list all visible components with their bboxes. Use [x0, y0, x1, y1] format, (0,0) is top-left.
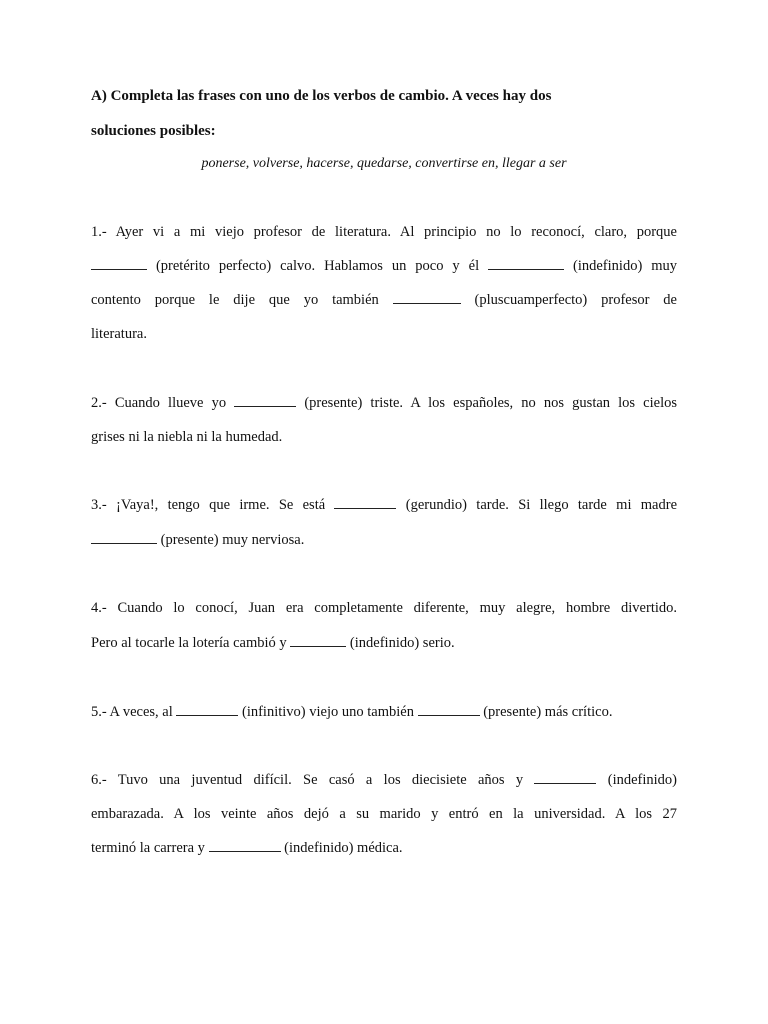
- instruction-heading-line2: soluciones posibles:: [91, 123, 216, 139]
- exercise-1-text-3: literatura.: [91, 326, 147, 342]
- exercise-6-text-2: embarazada. A los veinte años dejó a su marido y entró en la universidad. A los 27: [91, 806, 677, 822]
- exercise-1-line-3: [91, 290, 677, 310]
- exercise-3-text: 3.- ¡Vaya!, tengo que irme. Se está: [91, 497, 326, 513]
- exercise-6-blank-1[interactable]: [534, 771, 596, 784]
- exercise-4-hint-1: (indefinido) serio.: [349, 635, 455, 651]
- exercise-2-text: 2.- Cuando llueve yo: [91, 395, 227, 411]
- exercise-1-text: 1.- Ayer vi a mi viejo profesor de literatura. Al principio no lo reconocí, claro, porque: [91, 224, 677, 240]
- exercise-5-text: 5.- A veces, al: [91, 704, 173, 720]
- exercise-6-text: 6.- Tuvo una juventud difícil. Se casó a los diecisiete años y: [91, 772, 524, 788]
- exercise-4-text-2: Pero al tocarle la lotería cambió y: [91, 635, 287, 651]
- exercise-2-hint-1: (presente) triste. A los españoles, no nos gustan los cielos: [304, 395, 678, 411]
- exercise-6-line-2: [91, 804, 677, 824]
- instruction-heading-line1: A) Completa las frases con uno de los verbos de cambio. A veces hay dos: [91, 88, 552, 104]
- exercise-5-line-1: [91, 702, 677, 722]
- exercise-6-blank-2[interactable]: [209, 839, 281, 852]
- exercise-2-line-2: [91, 427, 677, 447]
- exercise-5-blank-1[interactable]: [176, 703, 238, 716]
- verb-list: ponerse, volverse, hacerse, quedarse, convertirse en, llegar a ser: [201, 156, 567, 171]
- exercise-1-line-4: [91, 324, 677, 344]
- exercise-3-hint-2: (presente) muy nerviosa.: [160, 532, 305, 548]
- exercise-2-blank-1[interactable]: [234, 394, 296, 407]
- exercise-6-line-3: [91, 838, 677, 858]
- exercise-6-hint-1: (indefinido): [607, 772, 677, 788]
- exercise-3-line-1: [91, 495, 677, 515]
- exercise-2-text-2: grises ni la niebla ni la humedad.: [91, 429, 283, 445]
- exercise-1-line-1: [91, 222, 677, 242]
- exercise-6-line-1: [91, 770, 677, 790]
- exercise-1-text-2: contento porque le dije que yo también: [91, 292, 379, 308]
- exercise-1-hint-2: (indefinido) muy: [573, 258, 678, 274]
- exercise-5-hint-1: (infinitivo) viejo uno también: [242, 704, 414, 720]
- exercise-1-hint-1: (pretérito perfecto) calvo. Hablamos un poco y él: [155, 258, 480, 274]
- exercise-6-hint-2: (indefinido) médica.: [284, 840, 403, 856]
- exercise-4-blank-1[interactable]: [290, 634, 346, 647]
- exercise-3-blank-1[interactable]: [334, 496, 396, 509]
- exercise-6-text-3: terminó la carrera y: [91, 840, 205, 856]
- exercise-1-blank-1[interactable]: [91, 257, 147, 270]
- exercise-3-line-2: [91, 530, 677, 550]
- exercise-5-hint-2: (presente) más crítico.: [483, 704, 613, 720]
- exercise-3-blank-2[interactable]: [91, 531, 157, 544]
- exercise-4-text: 4.- Cuando lo conocí, Juan era completamente diferente, muy alegre, hombre divertido.: [91, 600, 677, 616]
- exercise-4-line-2: [91, 633, 677, 653]
- exercise-3-hint-1: (gerundio) tarde. Si llego tarde mi madre: [405, 497, 678, 513]
- exercise-1-line-2: [91, 256, 677, 276]
- exercise-1-hint-3: (pluscuamperfecto) profesor de: [474, 292, 677, 308]
- exercise-1-blank-2[interactable]: [488, 257, 564, 270]
- exercise-4-line-1: [91, 598, 677, 618]
- exercise-1-blank-3[interactable]: [393, 291, 461, 304]
- exercise-5-blank-2[interactable]: [418, 703, 480, 716]
- exercise-2-line-1: [91, 393, 677, 413]
